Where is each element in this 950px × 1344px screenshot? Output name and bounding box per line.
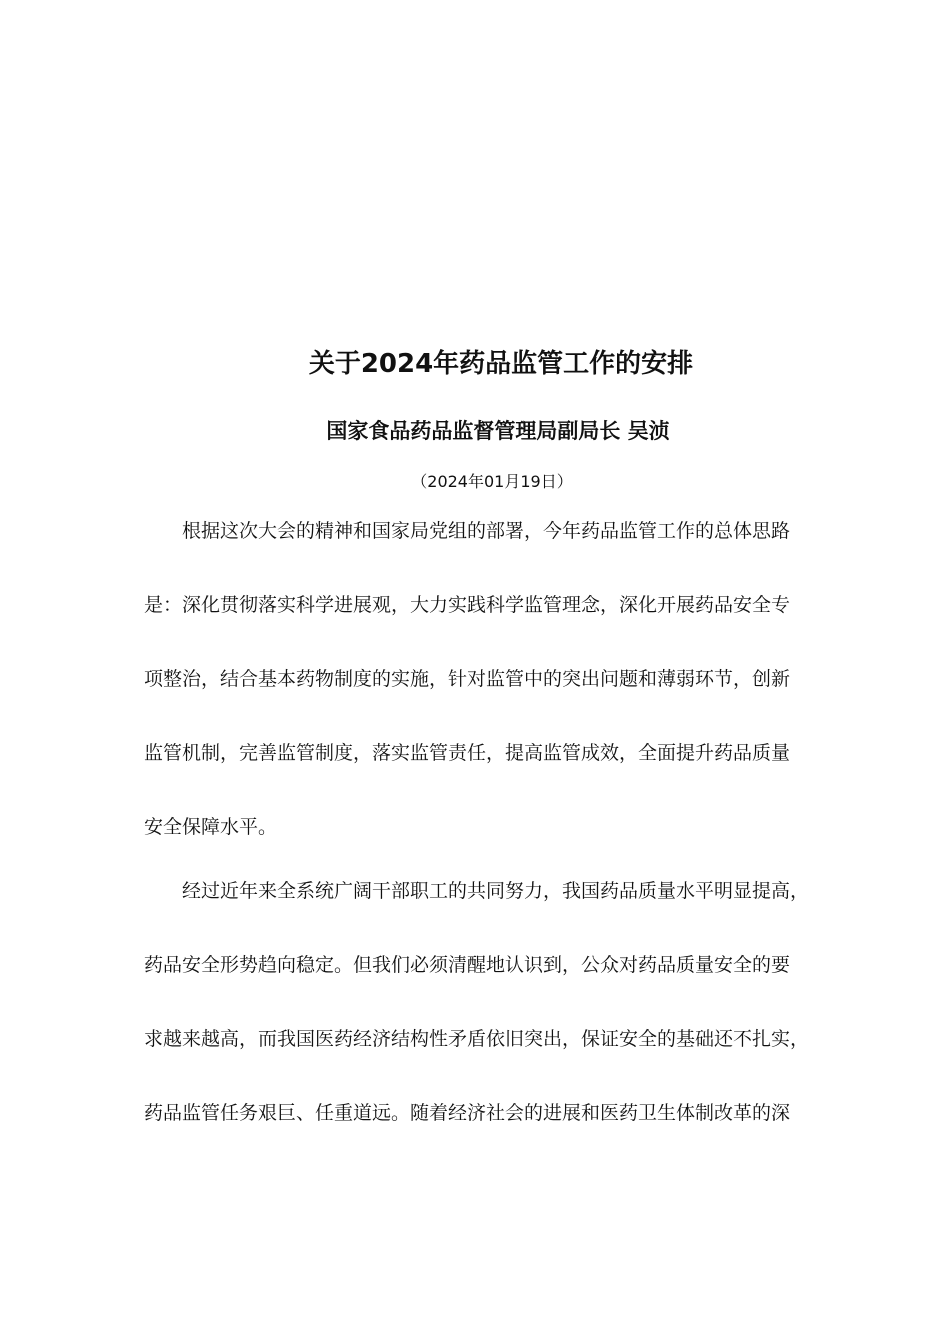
author-line: 国家食品药品监督管理局副局长 吴浈 [326,419,670,443]
date-line: （2024年01月19日） [411,472,573,491]
paragraph-line: 项整治，结合基本药物制度的实施，针对监管中的突出问题和薄弱环节，创新 [144,668,791,690]
paragraph-line: 求越来越高，而我国医药经济结构性矛盾依旧突出，保证安全的基础还不扎实， [144,1028,810,1050]
paragraph-line: 药品安全形势趋向稳定。但我们必须清醒地认识到，公众对药品质量安全的要 [144,954,791,976]
paragraph-2 [144,854,808,1150]
paragraph-line: 安全保障水平。 [144,816,278,838]
document-title: 关于2024年药品监管工作的安排 [308,349,694,379]
paragraph-line: 监管机制，完善监管制度，落实监管责任，提高监管成效，全面提升药品质量 [144,742,791,764]
paragraph-line: 根据这次大会的精神和国家局党组的部署，今年药品监管工作的总体思路 [182,520,791,542]
paragraph-line: 是：深化贯彻落实科学进展观，大力实践科学监管理念，深化开展药品安全专 [144,594,791,616]
paragraph-line: 经过近年来全系统广阔干部职工的共同努力，我国药品质量水平明显提高， [182,880,810,902]
paragraph-line: 药品监管任务艰巨、任重道远。随着经济社会的进展和医药卫生体制改革的深 [144,1102,791,1124]
paragraph-1 [144,494,808,864]
